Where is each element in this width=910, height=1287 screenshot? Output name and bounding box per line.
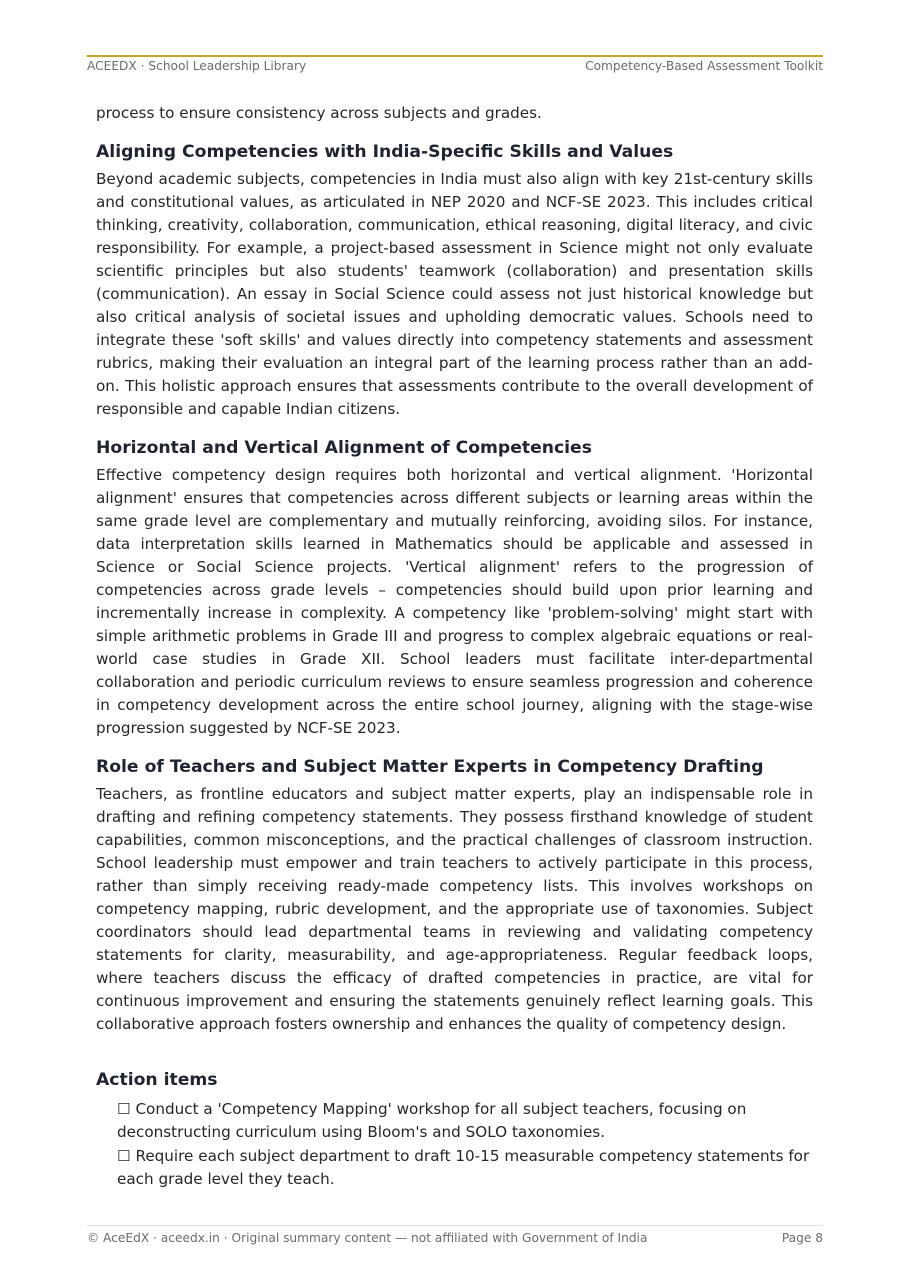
section-india-specific-skills [96,140,813,421]
action-items-heading: Action items [96,1070,218,1090]
section-heading: Horizontal and Vertical Alignment of Competencies [96,438,592,458]
section-heading: Aligning Competencies with India-Specific Skills and Values [96,142,674,162]
page-number: Page 8 [781,1231,823,1245]
section-horizontal-vertical-alignment [96,436,813,740]
action-items-list [96,1098,813,1191]
intro-paragraph: process to ensure consistency across subjects and grades. [96,104,542,122]
action-item-checkbox[interactable]: ☐ Conduct a 'Competency Mapping' workshop for all subject teachers, focusing on deconstructing curriculum using Bloom's and SOLO taxonomies. [117,1100,747,1141]
header-toolkit-name: Competency-Based Assessment Toolkit [585,59,823,73]
footer-disclaimer: © AceEdX · aceedx.in · Original summary content — not affiliated with Government of India [87,1231,648,1245]
section-body: Teachers, as frontline educators and subject matter experts, play an indispensable role in drafting and refining competency statements. They possess firsthand knowledge of student capabilities, common misconceptions, and the practical challenges of classroom instruction. School leadership must empower and train teachers to actively participate in this process, rather than simply receiving ready-made competency lists. This involves workshops on competency mapping, rubric development, and the appropriate use of taxonomies. Subject coordinators should lead departmental teams in reviewing and validating competency statements for clarity, measurability, and age-appropriateness. Regular feedback loops, where teachers discuss the efficacy of drafted competencies in practice, are vital for continuous improvement and ensuring the statements genuinely reflect learning goals. This collaborative approach fosters ownership and enhances the quality of competency design. [96,785,813,1033]
section-heading: Role of Teachers and Subject Matter Experts in Competency Drafting [96,757,764,777]
header-library-name: ACEEDX · School Leadership Library [87,59,307,73]
page-footer [87,1225,823,1245]
action-item-checkbox[interactable]: ☐ Require each subject department to draft 10-15 measurable competency statements for each grade level they teach. [117,1147,810,1188]
section-body: Effective competency design requires both horizontal and vertical alignment. 'Horizontal alignment' ensures that competencies across different subjects or learning areas within the same grade level are complementary and mutually reinforcing, avoiding silos. For instance, data interpretation skills learned in Mathematics should be applicable and assessed in Science or Social Science projects. 'Vertical alignment' refers to the progression of competencies across grade levels – competencies should build upon prior learning and incrementally increase in complexity. A competency like 'problem-solving' might start with simple arithmetic problems in Grade III and progress to complex algebraic equations or real-world case studies in Grade XII. School leaders must facilitate inter-departmental collaboration and periodic curriculum reviews to ensure seamless progression and coherence in competency development across the entire school journey, aligning with the stage-wise progression suggested by NCF-SE 2023. [96,466,813,737]
page-header [87,55,823,73]
page-content [96,102,813,1192]
action-items-section [96,1068,813,1191]
section-body: Beyond academic subjects, competencies in India must also align with key 21st-century skills and constitutional values, as articulated in NEP 2020 and NCF-SE 2023. This includes critical thinking, creativity, collaboration, communication, ethical reasoning, digital literacy, and civic responsibility. For example, a project-based assessment in Science might not only evaluate scientific principles but also students' teamwork (collaboration) and presentation skills (communication). An essay in Social Science could assess not just historical knowledge but also critical analysis of societal issues and upholding democratic values. Schools need to integrate these 'soft skills' and values directly into competency statements and assessment rubrics, making their evaluation an integral part of the learning process rather than an add-on. This holistic approach ensures that assessments contribute to the overall development of responsible and capable Indian citizens. [96,170,813,418]
section-teachers-role [96,755,813,1036]
